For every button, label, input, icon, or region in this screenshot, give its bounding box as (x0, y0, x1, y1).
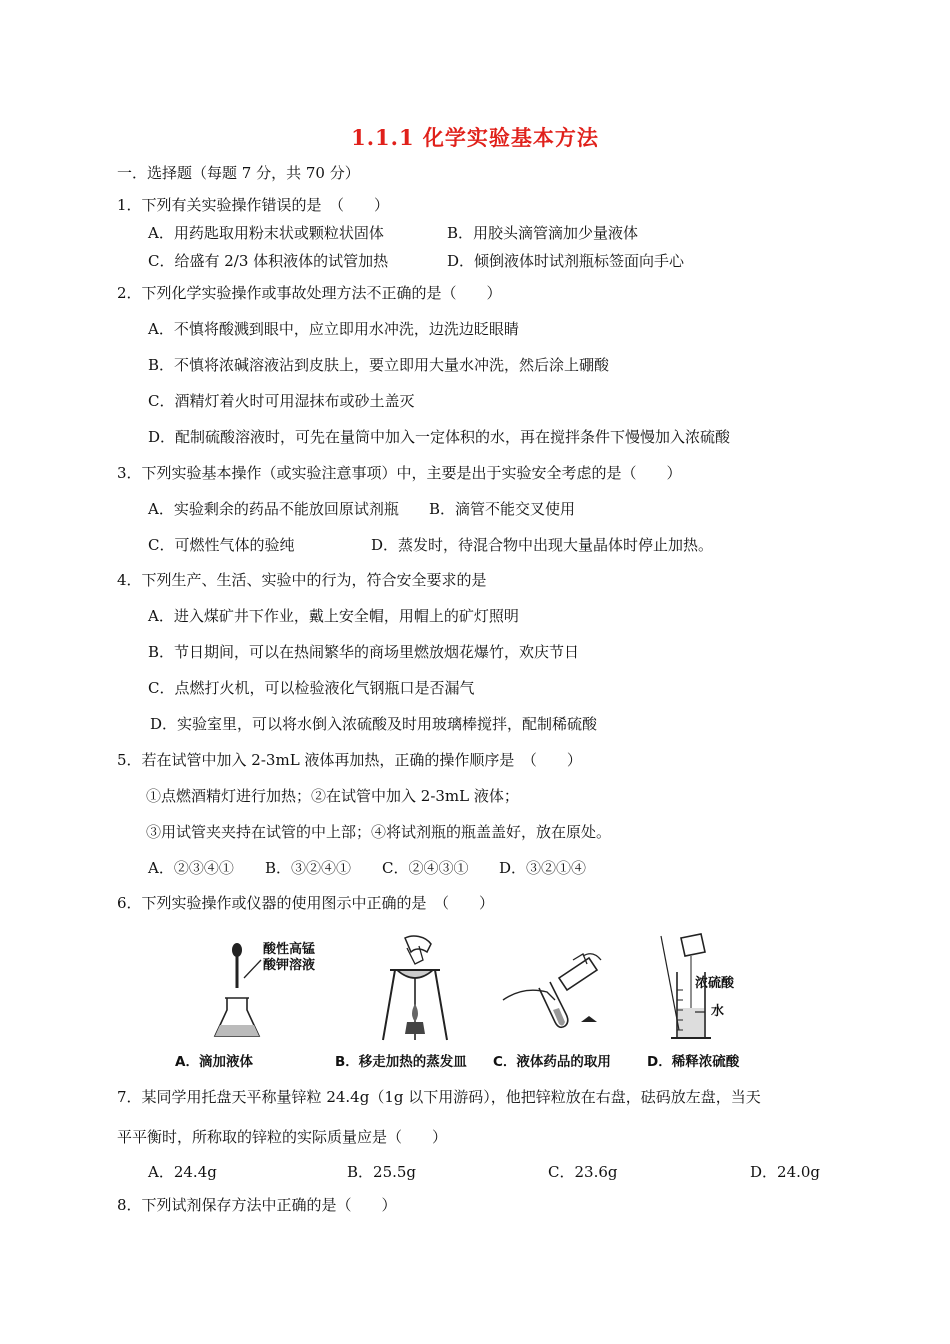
figure-d (647, 930, 797, 1075)
question-2-option-b: B．不慎将浓碱溶液沾到皮肤上，要立即用大量水冲洗，然后涂上硼酸 (148, 356, 610, 374)
question-5-option-b: B．③②④① (265, 859, 352, 877)
question-1-stem: 1．下列有关实验操作错误的是 （ ） (117, 196, 390, 214)
question-5-option-c: C．②④③① (382, 859, 469, 877)
figure-c (493, 930, 643, 1075)
question-5-option-a: A．②③④① (148, 859, 234, 877)
question-2-stem: 2．下列化学实验操作或事故处理方法不正确的是（ ） (117, 284, 502, 302)
question-6-stem: 6．下列实验操作或仪器的使用图示中正确的是 （ ） (117, 894, 495, 912)
question-3-option-a: A．实验剩余的药品不能放回原试剂瓶 (148, 500, 399, 518)
figure-d-label-2: 水 (711, 1004, 725, 1019)
question-1-option-c: C．给盛有 2/3 体积液体的试管加热 (148, 252, 389, 270)
evaporating-dish-tripod-icon (335, 930, 485, 1050)
question-3-option-c: C．可燃性气体的验纯 (148, 536, 295, 554)
question-1-option-d: D．倾倒液体时试剂瓶标签面向手心 (447, 252, 685, 270)
figure-a (175, 930, 325, 1075)
figure-d-label-1: 浓硫酸 (695, 976, 735, 991)
question-7-option-a: A．24.4g (148, 1163, 217, 1181)
question-3-option-b: B．滴管不能交叉使用 (429, 500, 576, 518)
figure-c-caption: C．液体药品的取用 (493, 1054, 611, 1070)
figure-a-label-2: 酸钾溶液 (263, 958, 316, 973)
question-2-option-a: A．不慎将酸溅到眼中，应立即用水冲洗，边洗边眨眼睛 (148, 320, 519, 338)
question-3-stem: 3．下列实验基本操作（或实验注意事项）中，主要是出于实验安全考虑的是（ ） (117, 464, 682, 482)
question-4-option-d: D．实验室里，可以将水倒入浓硫酸及时用玻璃棒搅拌，配制稀硫酸 (150, 715, 598, 733)
question-6-figures (175, 930, 775, 1075)
question-1-option-a: A．用药匙取用粉末状或颗粒状固体 (148, 224, 384, 242)
question-7-option-c: C．23.6g (548, 1163, 618, 1181)
question-3-option-d: D．蒸发时，待混合物中出现大量晶体时停止加热。 (371, 536, 714, 554)
question-8-stem: 8．下列试剂保存方法中正确的是（ ） (117, 1196, 397, 1214)
question-1-option-b: B．用胶头滴管滴加少量液体 (447, 224, 639, 242)
question-4-option-c: C．点燃打火机，可以检验液化气钢瓶口是否漏气 (148, 679, 475, 697)
question-5-stem: 5．若在试管中加入 2-3mL 液体再加热，正确的操作顺序是 （ ） (117, 751, 582, 769)
question-7-option-d: D．24.0g (750, 1163, 821, 1181)
figure-a-caption: A．滴加液体 (175, 1054, 253, 1070)
page-title: 1.1.1 化学实验基本方法 (351, 125, 599, 150)
question-2-option-c: C．酒精灯着火时可用湿抹布或砂土盖灭 (148, 392, 415, 410)
question-2-option-d: D．配制硫酸溶液时，可先在量筒中加入一定体积的水，再在搅拌条件下慢慢加入浓硫酸 (148, 428, 731, 446)
figure-d-caption: D．稀释浓硫酸 (647, 1054, 740, 1070)
question-5-step-line-1: ①点燃酒精灯进行加热；②在试管中加入 2-3mL 液体； (146, 787, 519, 805)
question-4-option-a: A．进入煤矿井下作业，戴上安全帽，用帽上的矿灯照明 (148, 607, 519, 625)
figure-b-caption: B．移走加热的蒸发皿 (335, 1054, 467, 1070)
question-7-option-b: B．25.5g (347, 1163, 417, 1181)
question-4-stem: 4．下列生产、生活、实验中的行为，符合安全要求的是 (117, 571, 487, 589)
test-tube-pouring-icon (493, 930, 643, 1050)
question-5-option-d: D．③②①④ (499, 859, 587, 877)
section-heading: 一．选择题（每题 7 分，共 70 分） (117, 164, 360, 182)
question-4-option-b: B．节日期间，可以在热闹繁华的商场里燃放烟花爆竹，欢庆节日 (148, 643, 580, 661)
question-7-stem-line-1: 7．某同学用托盘天平称量锌粒 24.4g（1g 以下用游码），他把锌粒放在右盘，砝码放左盘，当天 (117, 1088, 761, 1106)
question-5-step-line-2: ③用试管夹夹持在试管的中上部；④将试剂瓶的瓶盖盖好，放在原处。 (146, 823, 612, 841)
question-7-stem-line-2: 平平衡时，所称取的锌粒的实际质量应是（ ） (117, 1128, 448, 1146)
figure-a-label-1: 酸性高锰 (263, 942, 316, 957)
figure-b (335, 930, 485, 1075)
